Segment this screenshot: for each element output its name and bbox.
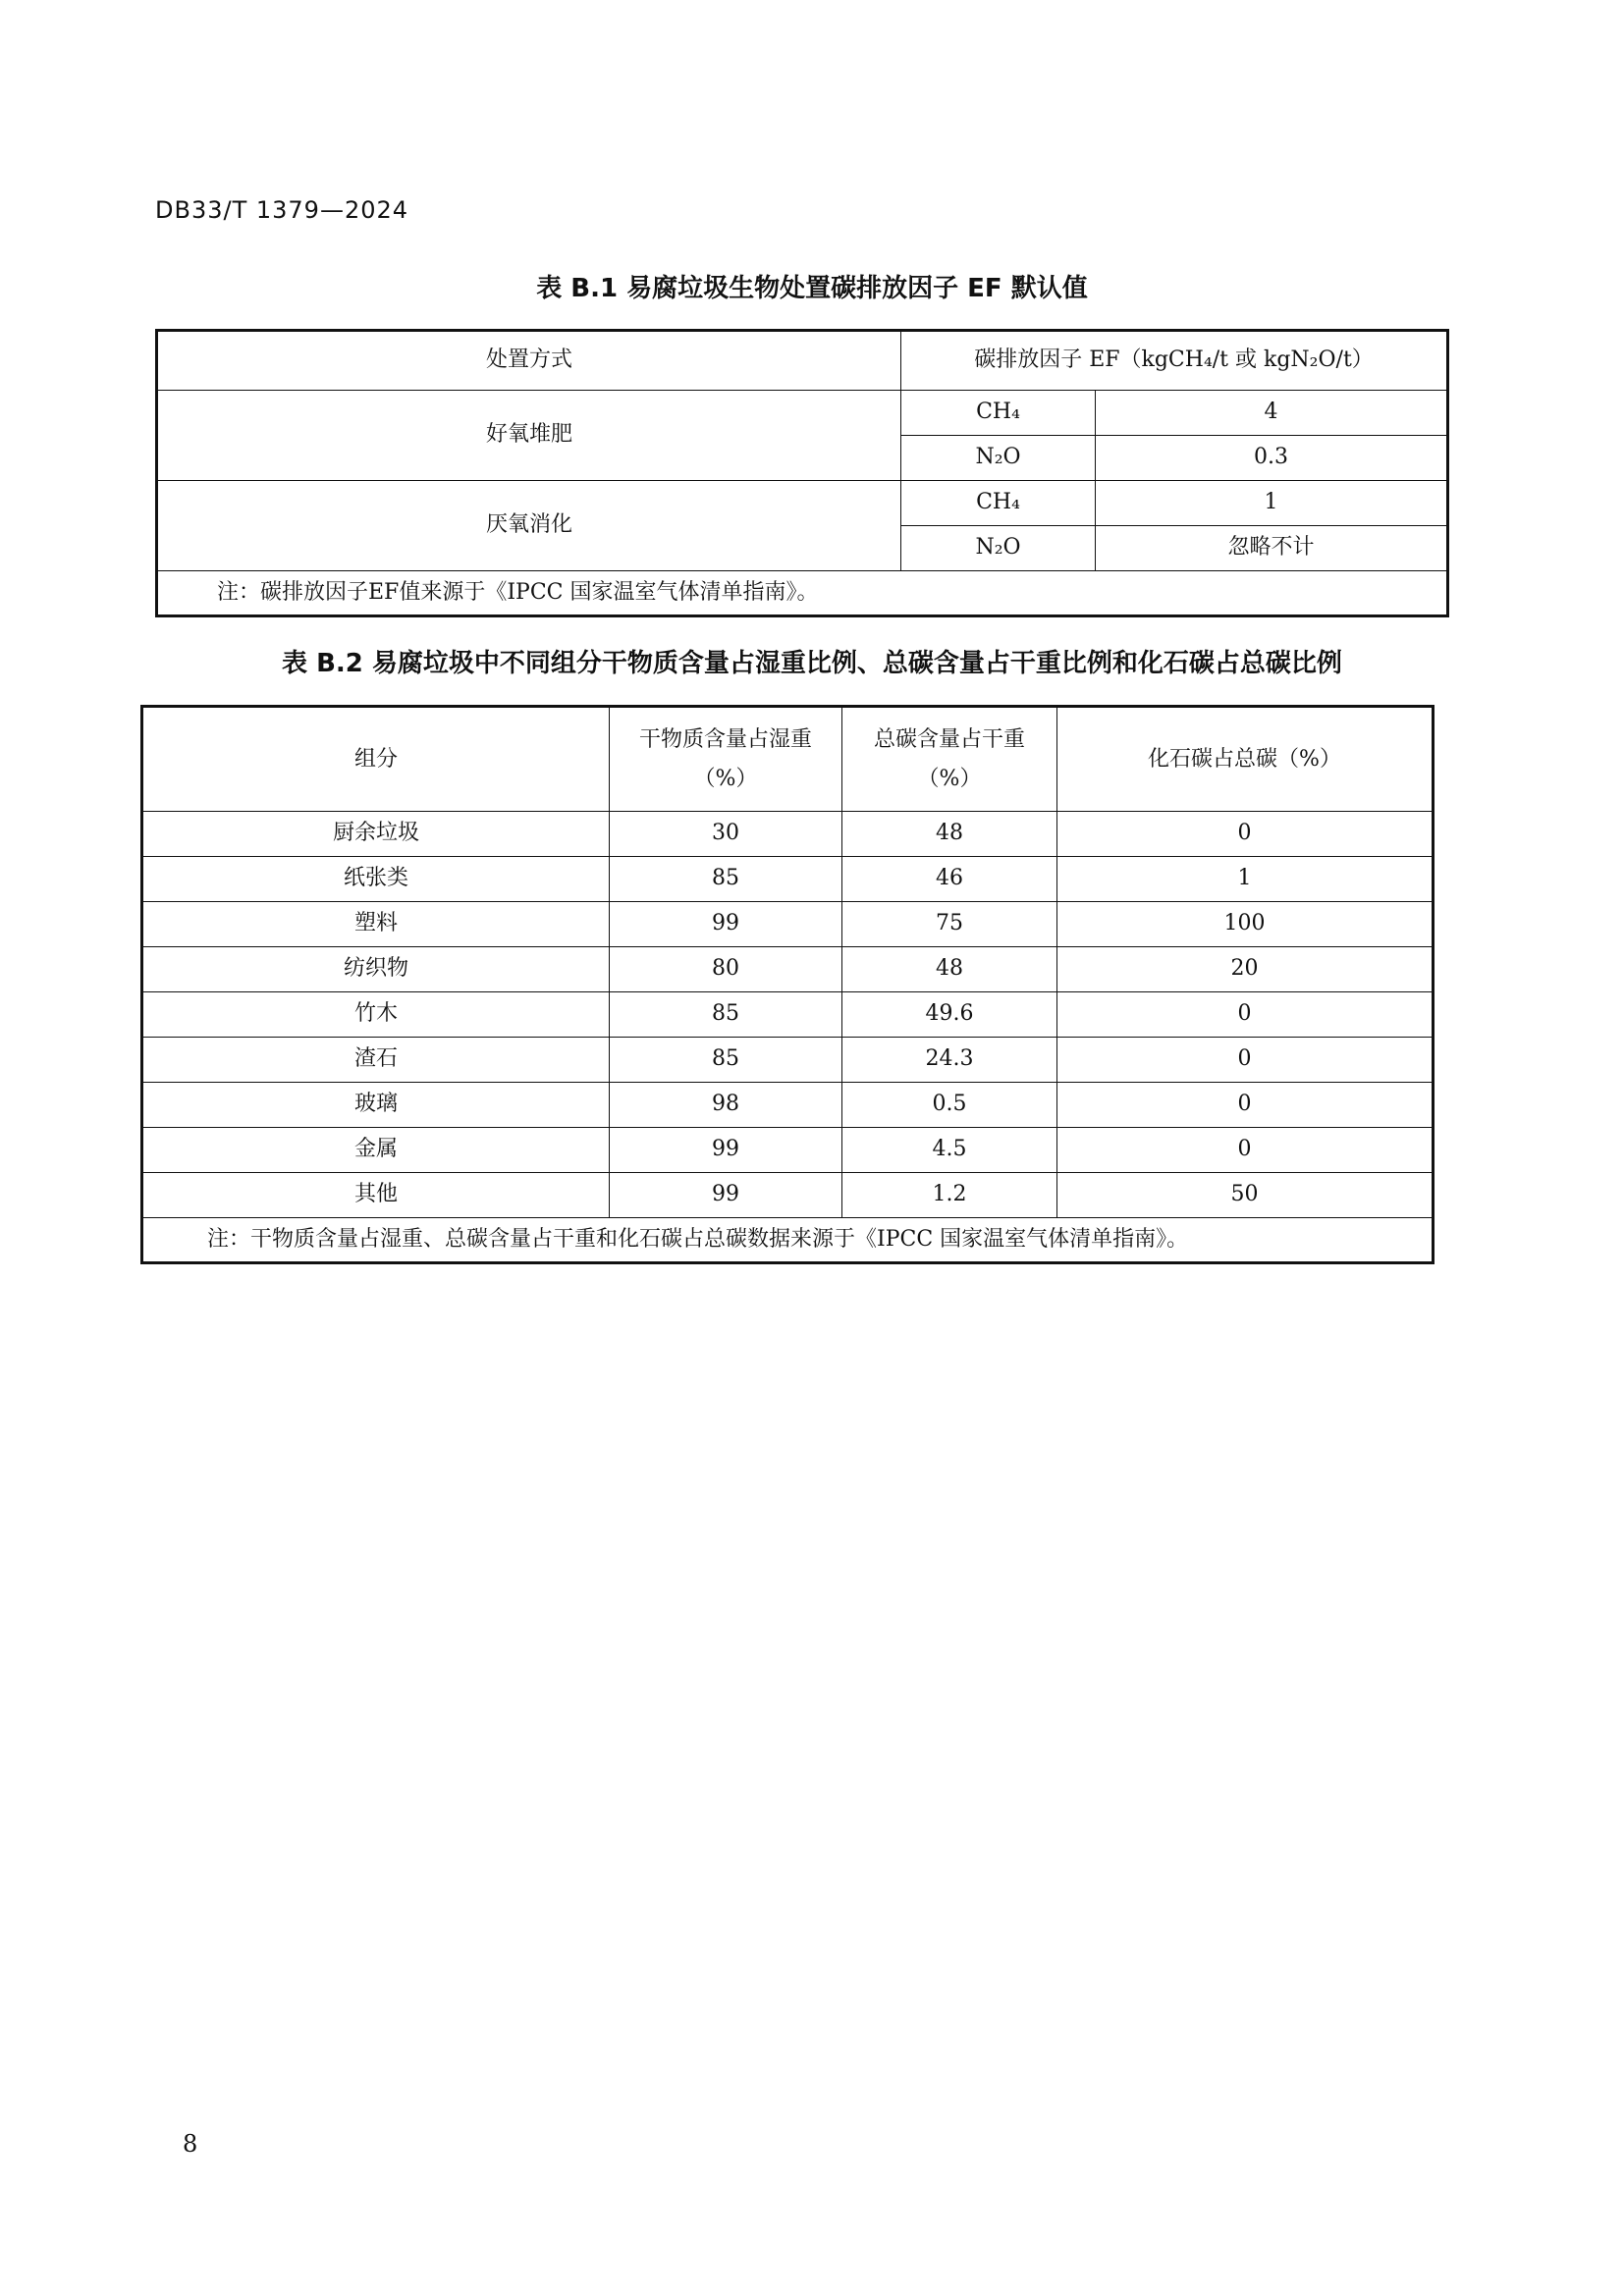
cell: 4 (1096, 391, 1448, 436)
table-row (142, 992, 1434, 1038)
document-id: DB33/T 1379—2024 (155, 196, 409, 224)
cell: 其他 (142, 1173, 610, 1218)
cell: 75 (842, 902, 1057, 947)
cell: 纺织物 (142, 947, 610, 992)
cell: 48 (842, 947, 1057, 992)
table-row (157, 391, 1448, 436)
table-row (142, 1083, 1434, 1128)
cell: 0 (1057, 1128, 1434, 1173)
table-b1 (155, 329, 1449, 617)
cell: 4.5 (842, 1128, 1057, 1173)
cell: 0 (1057, 1038, 1434, 1083)
cell: 99 (610, 1173, 842, 1218)
cell: 46 (842, 857, 1057, 902)
cell: 1 (1057, 857, 1434, 902)
cell: 0 (1057, 1083, 1434, 1128)
cell: 48 (842, 812, 1057, 857)
cell: 99 (610, 1128, 842, 1173)
table-body (142, 812, 1434, 1218)
cell: 85 (610, 1038, 842, 1083)
cell: 渣石 (142, 1038, 610, 1083)
cell: 玻璃 (142, 1083, 610, 1128)
cell: 24.3 (842, 1038, 1057, 1083)
cell: 85 (610, 992, 842, 1038)
table-row (142, 812, 1434, 857)
cell: 好氧堆肥 (157, 391, 901, 481)
cell: 0 (1057, 992, 1434, 1038)
table-note: 注：干物质含量占湿重、总碳含量占干重和化石碳占总碳数据来源于《IPCC 国家温室气体清单指南》。 (142, 1218, 1434, 1263)
cell: 0 (1057, 812, 1434, 857)
table-note-row (157, 571, 1448, 616)
table-row (142, 1128, 1434, 1173)
cell: 0.5 (842, 1083, 1057, 1128)
table-b2 (140, 705, 1435, 1264)
cell: 100 (1057, 902, 1434, 947)
cell: 99 (610, 902, 842, 947)
header-cell: 碳排放因子 EF（kgCH₄/t 或 kgN₂O/t） (901, 331, 1448, 391)
table-row (142, 902, 1434, 947)
table-row (157, 481, 1448, 526)
header-cell: 化石碳占总碳（%） (1057, 707, 1434, 812)
table-note-row (142, 1218, 1434, 1263)
table-note: 注：碳排放因子EF值来源于《IPCC 国家温室气体清单指南》。 (157, 571, 1448, 616)
table1-caption: 表 B.1 易腐垃圾生物处置碳排放因子 EF 默认值 (536, 274, 1088, 303)
cell: 1 (1096, 481, 1448, 526)
table-row (142, 1173, 1434, 1218)
cell: N₂O (901, 526, 1096, 571)
header-cell: 干物质含量占湿重 （%） (610, 707, 842, 812)
cell: 厨余垃圾 (142, 812, 610, 857)
cell: 49.6 (842, 992, 1057, 1038)
cell: 忽略不计 (1096, 526, 1448, 571)
cell: 20 (1057, 947, 1434, 992)
cell: 1.2 (842, 1173, 1057, 1218)
table-header-row (157, 331, 1448, 391)
table-row (142, 1038, 1434, 1083)
cell: 80 (610, 947, 842, 992)
header-cell: 总碳含量占干重 （%） (842, 707, 1057, 812)
cell: CH₄ (901, 481, 1096, 526)
header-cell: 处置方式 (157, 331, 901, 391)
page-number: 8 (183, 2130, 198, 2158)
cell: 纸张类 (142, 857, 610, 902)
table2-caption: 表 B.2 易腐垃圾中不同组分干物质含量占湿重比例、总碳含量占干重比例和化石碳占总碳比例 (282, 649, 1342, 678)
table-row (142, 857, 1434, 902)
cell: 98 (610, 1083, 842, 1128)
cell: 50 (1057, 1173, 1434, 1218)
cell: 85 (610, 857, 842, 902)
cell: 厌氧消化 (157, 481, 901, 571)
cell: 塑料 (142, 902, 610, 947)
header-cell: 组分 (142, 707, 610, 812)
cell: N₂O (901, 436, 1096, 481)
table-header-row (142, 707, 1434, 812)
cell: CH₄ (901, 391, 1096, 436)
cell: 30 (610, 812, 842, 857)
cell: 金属 (142, 1128, 610, 1173)
table-row (142, 947, 1434, 992)
cell: 0.3 (1096, 436, 1448, 481)
cell: 竹木 (142, 992, 610, 1038)
